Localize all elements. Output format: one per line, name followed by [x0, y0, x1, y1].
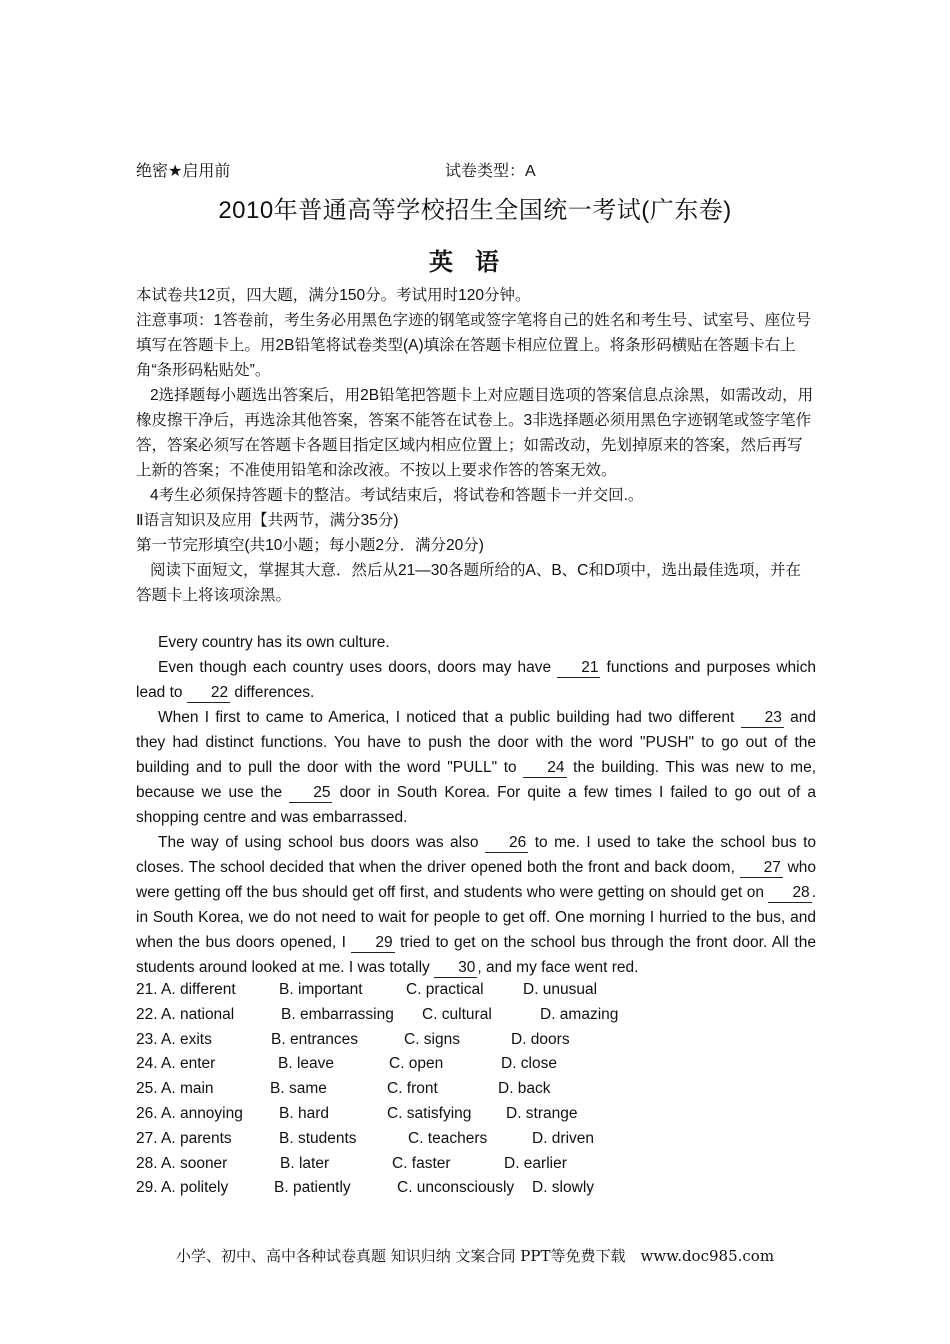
note-1: 注意事项：1答卷前，考生务必用黑色字迹的钢笔或签字笔将自己的姓名和考生号、试室号、座位号填写在答题卡上。用2B铅笔将试卷类型(A)填涂在答题卡相应位置上。将条形码横贴在答题卡右上角“条形码粘贴处”。 [136, 312, 812, 379]
passage-paragraph: The way of using school bus doors was also 26 to me. I used to take the school bus to closes. The school decided that when the driver opened both the front and back doom, 27 who were getting off the bus should get off first, and students who were getting on should get on 28 . in South Korea, we do not need to wait for people to get off. One morning I hurried to the bus, and when the bus doors opened, I 29 tried to get on the school bus through the front door. All the students around looked at me. I was totally 30 , and my face went red. [136, 834, 816, 976]
options-list [136, 978, 836, 1201]
section-1-heading: 第一节完形填空(共10小题；每小题2分．满分20分) [136, 537, 484, 554]
blank-21: 21 [557, 659, 600, 678]
blank-22: 22 [187, 684, 230, 703]
subject-title: 英语 [429, 249, 521, 276]
option-row: 25. A. main B. same C. front D. back [136, 1080, 551, 1098]
option-row: 22. A. national B. embarrassing C. cultural D. amazing [136, 1005, 619, 1023]
option-row: 21. A. different B. important C. practical D. unusual [136, 981, 598, 998]
blank-24: 24 [523, 759, 566, 778]
option-row: 28. A. sooner B. later C. faster D. earlier [136, 1154, 567, 1172]
note-2: 2选择题每小题选出答案后，用2B铅笔把答题卡上对应题目选项的答案信息点涂黑，如需改动，用橡皮擦干净后，再选涂其他答案，答案不能答在试卷上。3非选择题必须用黑色字迹钢笔或签字笔作答，答案必须写在答题卡各题目指定区域内相应位置上；如需改动，先划掉原来的答案，然后再写上新的答案；不准使用铅笔和涂改液。不按以上要求作答的答案无效。 [136, 387, 814, 479]
blank-30: 30 [434, 959, 477, 978]
passage-paragraph: Every country has its own culture. [158, 634, 390, 651]
blank-28: 28 [768, 884, 811, 903]
blank-25: 25 [289, 784, 332, 803]
option-row: 29. A. politely B. patiently C. unconsciously D. slowly [136, 1179, 595, 1197]
blank-23: 23 [741, 709, 784, 728]
passage [136, 630, 816, 980]
blank-26: 26 [485, 834, 528, 853]
intro-text: 本试卷共12页，四大题，满分150分。考试用时120分钟。 [136, 287, 531, 304]
option-row: 27. A. parents B. students C. teachers D. driven [136, 1129, 595, 1147]
note-3: 4考生必须保持答题卡的整洁。考试结束后，将试卷和答题卡一并交回.。 [150, 487, 644, 504]
footer-text: 小学、初中、高中各种试卷真题 知识归纳 文案合同 PPT等免费下载 www.doc985.com [175, 1247, 775, 1265]
part-2-heading: Ⅱ语言知识及应用【共两节，满分35分) [136, 512, 399, 529]
blank-29: 29 [351, 934, 394, 953]
blank-27: 27 [740, 859, 783, 878]
passage-paragraph: Even though each country uses doors, doors may have 21 functions and purposes which lead to 22 differences. [136, 659, 816, 701]
option-row: 24. A. enter B. leave C. open D. close [136, 1055, 557, 1073]
instructions [136, 283, 816, 608]
option-row: 23. A. exits B. entrances C. signs D. doors [136, 1030, 570, 1048]
option-row: 26. A. annoying B. hard C. satisfying D. strange [136, 1104, 578, 1122]
directions: 阅读下面短文，掌握其大意．然后从21—30各题所给的A、B、C和D项中，选出最佳选项，并在答题卡上将该项涂黑。 [136, 562, 802, 604]
paper-type-label: 试卷类型：A [445, 163, 536, 180]
exam-title: 2010年普通高等学校招生全国统一考试(广东卷) [218, 197, 732, 224]
confidential-label: 绝密★启用前 [136, 163, 231, 180]
passage-paragraph: When I first to came to America, I noticed that a public building had two different 23 and they had distinct functions. You have to push the door with the word "PUSH" to go out of the building and to pull the door with the word "PULL" to 24 the building. This was new to me, because we use the 25 door in South Korea. For quite a few times I failed to go out of a shopping centre and was embarrassed. [136, 709, 817, 826]
